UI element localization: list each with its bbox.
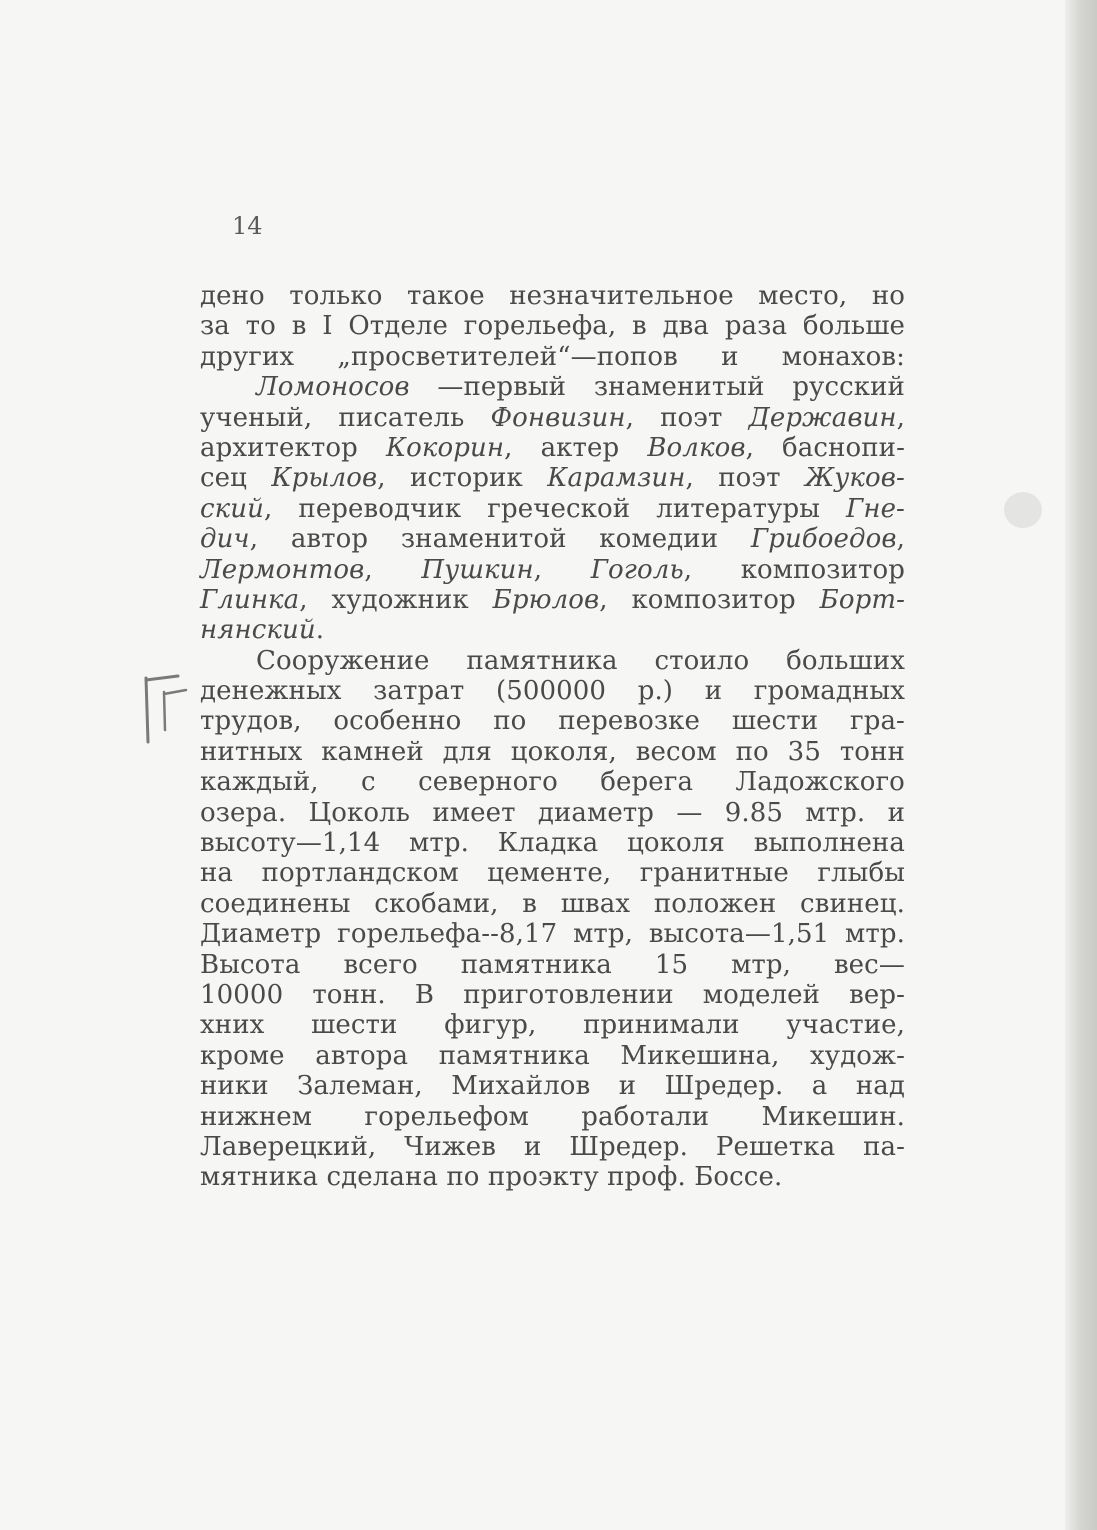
word: художник	[331, 584, 469, 615]
text-line	[200, 372, 905, 402]
italic-name: Гоголь	[590, 554, 684, 585]
word-group	[647, 433, 754, 463]
word: ,	[377, 463, 386, 494]
word: берега	[600, 767, 694, 798]
word: русский	[792, 372, 905, 403]
word: весом	[635, 736, 717, 767]
text-line	[200, 342, 905, 372]
text-line	[200, 433, 905, 463]
word: Шредер.	[664, 1071, 784, 1102]
word: но	[871, 281, 905, 311]
word-group	[749, 403, 905, 433]
word: в	[522, 888, 538, 919]
text-line	[200, 980, 905, 1010]
word-group	[591, 555, 692, 585]
word: мятника сделана по проэкту проф. Боссе.	[200, 1162, 783, 1193]
word: ,	[249, 524, 259, 555]
word: I	[322, 311, 333, 342]
word: переводчик	[298, 493, 462, 524]
italic-name: Глинка	[200, 584, 300, 615]
text-line	[200, 555, 905, 585]
word: перевозке	[558, 706, 701, 737]
word: незначительное	[509, 281, 734, 311]
word: высота—1,51	[648, 919, 830, 950]
word: затрат	[373, 676, 465, 707]
text-line	[200, 1071, 905, 1101]
italic-name: Ломоносов	[256, 372, 410, 403]
word: автор	[290, 524, 369, 555]
text-line	[200, 585, 905, 615]
word: автора	[315, 1040, 409, 1071]
word: „просветителей“—попов	[337, 341, 678, 372]
word-group	[547, 463, 694, 493]
word: выполнена	[753, 828, 905, 859]
text-line	[200, 676, 905, 706]
word: ,	[625, 402, 634, 433]
word: сец	[200, 463, 247, 494]
italic-name: Грибоедов	[750, 524, 897, 555]
text-line	[200, 281, 905, 311]
word: поэт	[660, 402, 723, 433]
word: только	[289, 281, 383, 311]
text-line	[200, 889, 905, 919]
word: вес—	[833, 949, 905, 980]
word: худож-	[810, 1040, 905, 1071]
word: портландском	[261, 858, 459, 889]
word: диаметр	[537, 797, 655, 828]
word: особенно	[333, 706, 462, 737]
word: Сооружение	[256, 645, 430, 676]
word-group	[386, 433, 513, 463]
word-group	[200, 555, 373, 585]
word-group	[271, 463, 385, 493]
word: такое	[407, 281, 485, 311]
word: 15	[654, 949, 689, 980]
word: ученый,	[200, 402, 313, 433]
word-group	[421, 555, 542, 585]
word: —	[676, 797, 703, 828]
word: швах	[560, 888, 631, 919]
word: стоило	[654, 645, 750, 676]
word: и	[704, 676, 723, 707]
word: ,	[364, 554, 373, 585]
word: Чижев	[404, 1131, 497, 1162]
word: мтр,	[731, 949, 791, 980]
word: раза	[724, 311, 788, 342]
word: Отделе	[348, 311, 448, 342]
italic-name: Крылов	[271, 463, 378, 494]
word: баснопи-	[782, 432, 905, 463]
word: Диаметр	[200, 919, 322, 950]
word: принимали	[583, 1010, 740, 1041]
word: Микешина,	[620, 1040, 780, 1071]
word: композитор	[740, 554, 905, 585]
word: в	[632, 311, 647, 342]
word: знаменитый	[593, 372, 765, 403]
text-line	[200, 615, 905, 645]
word: тонн	[839, 736, 905, 767]
word: и	[721, 341, 739, 372]
page-edge-shadow	[1065, 0, 1097, 1530]
text-line	[200, 524, 905, 554]
italic-name: Державин	[748, 402, 897, 433]
word: Залеман,	[297, 1071, 423, 1102]
word-group	[200, 615, 324, 645]
word: ,	[533, 554, 543, 585]
word: ,	[504, 432, 513, 463]
word: мтр.	[409, 828, 469, 859]
word: каждый,	[200, 767, 319, 798]
word: ,	[683, 554, 693, 585]
italic-name: Гне-	[846, 493, 905, 524]
word: других	[200, 341, 295, 372]
word: то	[245, 311, 276, 342]
word: имеет	[432, 797, 516, 828]
word: высоту—1,14	[200, 828, 381, 859]
word: камней	[321, 736, 424, 767]
word: хних	[200, 1010, 265, 1041]
word: ,	[263, 493, 273, 524]
text-line	[200, 463, 905, 493]
word: Лаверецкий,	[200, 1131, 377, 1162]
word: в	[291, 311, 307, 342]
word: цоколя,	[510, 736, 617, 767]
word: озера.	[200, 797, 287, 828]
text-line	[200, 1102, 905, 1132]
word: памятника	[438, 1040, 590, 1071]
text-line	[200, 828, 905, 858]
word: вер-	[849, 979, 905, 1010]
text-line	[200, 646, 905, 676]
word: гранитные	[639, 858, 789, 889]
word: архитектор	[200, 432, 358, 463]
word-group	[200, 585, 308, 615]
word: Решетка	[715, 1131, 836, 1162]
italic-name: Кокорин	[385, 432, 505, 463]
word: горельефом	[364, 1101, 529, 1132]
word: .	[315, 615, 325, 646]
word: горельефа--8,17	[337, 919, 558, 950]
word: ники	[200, 1071, 269, 1102]
word: а	[811, 1071, 828, 1102]
word: ,	[896, 402, 905, 433]
word: шести	[311, 1010, 398, 1041]
word: ,	[599, 584, 608, 615]
text-line	[200, 798, 905, 828]
word: Цоколь	[308, 797, 411, 828]
italic-name: Брюлов	[492, 584, 600, 615]
word: Ладожского	[735, 767, 905, 798]
word: знаменитой	[400, 524, 567, 555]
word: па-	[863, 1131, 905, 1162]
word: по	[493, 706, 527, 737]
page-number: 14	[232, 212, 263, 240]
italic-name: Волков	[647, 432, 746, 463]
body-text	[200, 281, 905, 1193]
word: нижнем	[200, 1101, 313, 1132]
text-line	[200, 858, 905, 888]
text-line	[200, 1162, 905, 1192]
word-group	[490, 403, 633, 433]
word: 10000	[200, 979, 284, 1010]
word: фигур,	[444, 1010, 537, 1041]
word: соединены	[200, 888, 351, 919]
italic-name: Пушкин	[421, 554, 534, 585]
word-group	[751, 524, 905, 554]
word: композитор	[631, 584, 796, 615]
word: ,	[745, 432, 754, 463]
word: Высота	[200, 949, 301, 980]
word: мтр.	[805, 797, 866, 828]
word-group	[200, 524, 258, 554]
word: больше	[802, 311, 905, 342]
word: ,	[896, 524, 905, 555]
word: памятника	[460, 949, 612, 980]
word: нитных	[200, 736, 303, 767]
text-line	[200, 1132, 905, 1162]
word: мтр.	[845, 919, 905, 950]
word: горельефа,	[463, 311, 617, 342]
word: и	[523, 1131, 542, 1162]
word: ,	[299, 584, 308, 615]
word-group	[493, 585, 608, 615]
word: Кладка	[497, 828, 599, 859]
word: кроме	[200, 1040, 285, 1071]
italic-name: Фонвизин	[490, 402, 626, 433]
word: по	[735, 736, 769, 767]
text-line	[200, 706, 905, 736]
word: писатель	[338, 402, 465, 433]
paper-stain	[1004, 492, 1042, 528]
word: р.)	[637, 676, 674, 707]
word: цоколя	[627, 828, 725, 859]
italic-name: Жуков-	[804, 463, 905, 494]
word: скобами,	[374, 888, 499, 919]
word: два	[662, 311, 710, 342]
word: северного	[418, 767, 558, 798]
word: с	[361, 767, 376, 798]
word: приготовлении	[463, 979, 674, 1010]
word: В	[414, 979, 435, 1010]
italic-name: Борт-	[819, 584, 905, 615]
text-line	[200, 919, 905, 949]
word: положен	[653, 888, 777, 919]
word: греческой	[487, 493, 631, 524]
word: больших	[786, 645, 905, 676]
italic-name: Лермонтов	[200, 554, 365, 585]
word: над	[855, 1071, 905, 1102]
italic-name: Карамзин	[547, 463, 686, 494]
word: всего	[343, 949, 418, 980]
word: ,	[685, 463, 694, 494]
word: дено	[200, 281, 265, 311]
text-line	[200, 950, 905, 980]
word: литературы	[656, 493, 820, 524]
pencil-margin-mark-icon	[140, 672, 192, 744]
word: Михайлов	[451, 1071, 591, 1102]
text-line	[200, 1041, 905, 1071]
word: —первый	[437, 372, 567, 403]
word: монахов:	[781, 341, 905, 372]
word: за	[200, 311, 230, 342]
word: историк	[410, 463, 523, 494]
word: 9.85	[724, 797, 784, 828]
word: Микешин.	[761, 1101, 905, 1132]
text-line	[200, 1010, 905, 1040]
word: глыбы	[817, 858, 905, 889]
text-line	[200, 311, 905, 341]
text-line	[200, 767, 905, 797]
word: шести	[731, 706, 819, 737]
text-line	[200, 737, 905, 767]
word: на	[200, 858, 234, 889]
word: участие,	[786, 1010, 905, 1041]
word: тонн.	[312, 979, 386, 1010]
word: моделей	[702, 979, 821, 1010]
word: актер	[540, 432, 620, 463]
word: денежных	[200, 676, 342, 707]
text-line	[200, 403, 905, 433]
word: трудов,	[200, 706, 302, 737]
word: (500000	[495, 676, 607, 707]
word: гра-	[849, 706, 905, 737]
italic-name: ский	[200, 493, 264, 524]
word: для	[442, 736, 492, 767]
word: поэт	[718, 463, 781, 494]
word: свинец.	[800, 888, 905, 919]
italic-name: дич	[200, 524, 250, 555]
word: работали	[581, 1101, 710, 1132]
word: и	[618, 1071, 637, 1102]
word: 35	[787, 736, 821, 767]
word: цементе,	[487, 858, 612, 889]
word: и	[887, 797, 905, 828]
word: комедии	[599, 524, 719, 555]
text-line	[200, 494, 905, 524]
word-group	[200, 494, 272, 524]
word: место,	[758, 281, 848, 311]
word: памятника	[466, 645, 618, 676]
word: Шредер.	[569, 1131, 688, 1162]
word: мтр,	[573, 919, 634, 950]
word: громадных	[753, 676, 905, 707]
italic-name: нянский	[200, 615, 316, 646]
